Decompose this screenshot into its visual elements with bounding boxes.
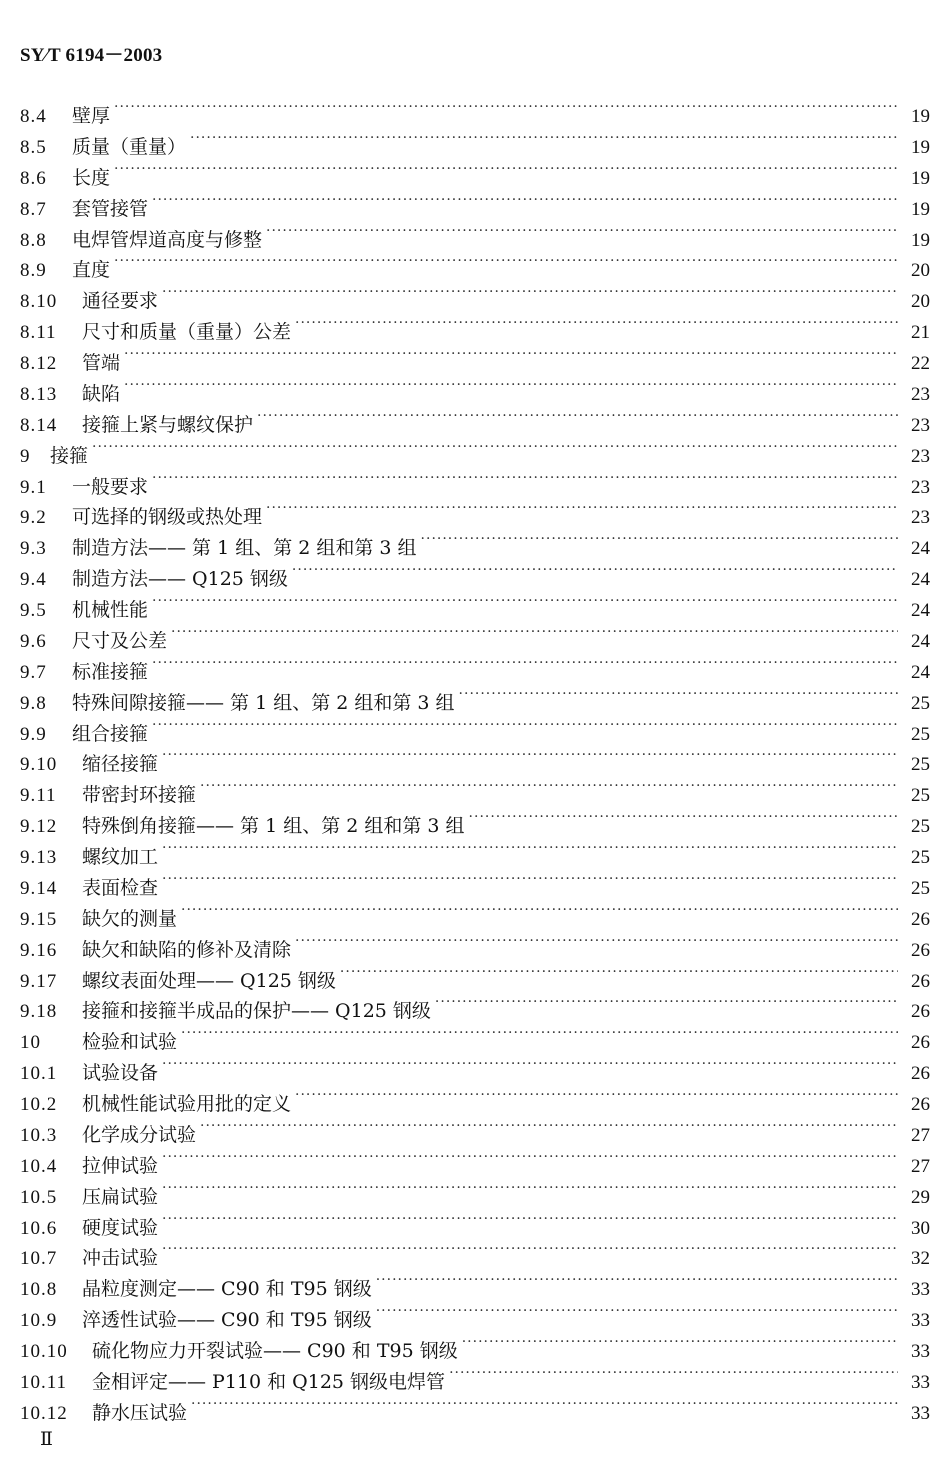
toc-entry-page: 23 <box>911 507 930 529</box>
toc-dot-leader <box>295 308 898 338</box>
toc-dot-leader <box>200 1111 898 1141</box>
toc-entry-title: 硬度试验 <box>82 1216 159 1239</box>
toc-dot-leader <box>124 339 898 369</box>
toc-entry-page: 33 <box>911 1402 930 1424</box>
toc-dot-leader <box>295 1080 898 1110</box>
toc-dot-leader <box>191 1389 898 1419</box>
toc-entry-page: 33 <box>911 1341 930 1362</box>
toc-entry-number: 9.4 <box>20 569 47 591</box>
toc-entry-title: 接箍 <box>50 444 89 467</box>
toc-dot-leader <box>376 1265 898 1295</box>
toc-entry-page: 25 <box>911 723 930 745</box>
toc-dot-leader <box>421 524 898 554</box>
toc-dot-leader <box>257 401 898 431</box>
toc-entry-title: 质量（重量） <box>72 135 187 158</box>
toc-entry[interactable] <box>20 463 930 498</box>
toc-entry-number: 8.12 <box>20 353 58 374</box>
toc-dot-leader <box>435 987 898 1017</box>
toc-entry-page: 24 <box>911 630 930 652</box>
toc-dot-leader <box>162 864 898 894</box>
toc-entry-number: 9.14 <box>20 877 58 899</box>
toc-entry-title: 检验和试验 <box>82 1031 178 1054</box>
toc-entry[interactable] <box>20 339 930 374</box>
toc-entry-page: 29 <box>911 1186 930 1208</box>
toc-dot-leader <box>152 185 898 215</box>
toc-entry-number: 10.7 <box>20 1248 58 1270</box>
toc-entry-title: 淬透性试验—— C90 和 T95 钢级 <box>82 1309 372 1332</box>
toc-entry-number: 8.7 <box>20 198 47 220</box>
toc-entry-number: 10.11 <box>20 1371 68 1393</box>
toc-entry-page: 32 <box>911 1248 930 1270</box>
toc-entry[interactable] <box>20 92 930 127</box>
toc-entry[interactable] <box>20 370 930 405</box>
toc-entry-page: 26 <box>911 939 930 961</box>
toc-entry-title: 压扁试验 <box>82 1185 159 1208</box>
toc-entry-number: 10.3 <box>20 1124 58 1146</box>
toc-entry-number: 10.12 <box>20 1402 68 1424</box>
toc-entry-page: 19 <box>911 229 930 251</box>
toc-entry-page: 26 <box>911 1032 930 1054</box>
toc-entry-number: 9.8 <box>20 692 47 714</box>
toc-entry-number: 8.11 <box>20 322 57 344</box>
table-of-contents <box>20 92 930 1424</box>
toc-entry-page: 26 <box>911 970 930 992</box>
toc-entry-title: 特殊间隙接箍—— 第 1 组、第 2 组和第 3 组 <box>72 691 455 714</box>
toc-dot-leader <box>162 1204 898 1234</box>
toc-dot-leader <box>171 617 898 647</box>
toc-entry-number: 9.15 <box>20 908 58 930</box>
toc-entry-title: 制造方法—— Q125 钢级 <box>72 568 288 591</box>
toc-dot-leader <box>469 802 898 832</box>
toc-dot-leader <box>266 493 898 523</box>
toc-dot-leader <box>152 648 898 678</box>
toc-entry-number: 8.13 <box>20 383 58 405</box>
toc-entry-number: 10.8 <box>20 1279 58 1301</box>
toc-entry-page: 23 <box>911 476 930 498</box>
toc-entry-title: 组合接箍 <box>72 722 149 745</box>
toc-entry-number: 9.11 <box>20 785 57 807</box>
toc-entry-number: 9.9 <box>20 723 47 745</box>
toc-entry-title: 机械性能 <box>72 599 149 621</box>
toc-entry[interactable] <box>20 123 930 158</box>
toc-entry-title: 缺欠和缺陷的修补及清除 <box>82 938 292 961</box>
toc-entry[interactable] <box>20 277 930 313</box>
toc-entry-number: 9.10 <box>20 754 58 776</box>
toc-entry-number: 9.7 <box>20 661 47 683</box>
toc-entry[interactable] <box>20 401 930 436</box>
toc-entry-page: 24 <box>911 538 930 560</box>
toc-entry-page: 33 <box>911 1279 930 1301</box>
toc-entry[interactable] <box>20 740 930 776</box>
toc-entry-number: 8.14 <box>20 414 58 436</box>
toc-entry-page: 25 <box>911 785 930 807</box>
toc-entry-title: 缺欠的测量 <box>82 907 178 930</box>
toc-entry[interactable] <box>20 617 930 652</box>
toc-entry-title: 特殊倒角接箍—— 第 1 组、第 2 组和第 3 组 <box>82 815 465 838</box>
toc-dot-leader <box>124 370 898 400</box>
toc-entry-page: 25 <box>911 754 930 776</box>
toc-dot-leader <box>181 1018 898 1048</box>
toc-entry-page: 19 <box>911 167 930 189</box>
toc-entry-title: 一般要求 <box>72 475 149 498</box>
toc-entry-number: 10.6 <box>20 1217 58 1239</box>
toc-entry-page: 25 <box>911 692 930 714</box>
toc-dot-leader <box>162 833 898 863</box>
toc-entry-title: 化学成分试验 <box>82 1123 197 1146</box>
toc-entry-page: 26 <box>911 1001 930 1023</box>
toc-entry-title: 表面检查 <box>82 876 159 899</box>
page-number-footer: Ⅱ <box>40 1429 53 1450</box>
toc-entry-title: 拉伸试验 <box>82 1154 159 1177</box>
toc-dot-leader <box>266 216 898 246</box>
toc-entry-title: 接箍上紧与螺纹保护 <box>82 413 254 436</box>
toc-dot-leader <box>162 1049 898 1079</box>
toc-entry-page: 20 <box>911 291 930 313</box>
toc-entry-title: 制造方法—— 第 1 组、第 2 组和第 3 组 <box>72 537 417 560</box>
toc-dot-leader <box>162 740 898 770</box>
toc-entry-number: 9.17 <box>20 970 58 992</box>
toc-entry-title: 标准接箍 <box>72 660 149 683</box>
toc-entry-title: 带密封环接箍 <box>82 784 197 807</box>
toc-entry-title: 硫化物应力开裂试验—— C90 和 T95 钢级 <box>92 1340 458 1362</box>
toc-dot-leader <box>200 771 898 801</box>
toc-entry-page: 33 <box>911 1310 930 1332</box>
toc-entry[interactable] <box>20 648 930 683</box>
toc-dot-leader <box>92 432 898 462</box>
toc-entry-number: 10.4 <box>20 1155 58 1177</box>
toc-entry-page: 24 <box>911 569 930 591</box>
toc-entry-title: 静水压试验 <box>92 1401 188 1424</box>
toc-entry-page: 25 <box>911 877 930 899</box>
toc-dot-leader <box>449 1358 898 1388</box>
toc-entry-number: 10.1 <box>20 1063 58 1085</box>
toc-dot-leader <box>114 246 898 276</box>
toc-entry[interactable] <box>20 432 930 467</box>
toc-entry-number: 8.5 <box>20 136 47 158</box>
toc-entry-title: 冲击试验 <box>82 1247 159 1270</box>
toc-entry[interactable] <box>20 216 930 251</box>
toc-entry-title: 螺纹加工 <box>82 846 159 868</box>
toc-entry-page: 33 <box>911 1371 930 1393</box>
toc-entry-number: 9.12 <box>20 816 58 838</box>
toc-entry-page: 19 <box>911 198 930 220</box>
toc-entry-number: 10.2 <box>20 1094 58 1115</box>
toc-entry-title: 机械性能试验用批的定义 <box>82 1093 292 1115</box>
toc-entry-page: 26 <box>911 1063 930 1085</box>
toc-entry-title: 缺陷 <box>82 382 121 405</box>
toc-entry-title: 接箍和接箍半成品的保护—— Q125 钢级 <box>82 1000 431 1023</box>
toc-entry-number: 8.4 <box>20 106 47 127</box>
toc-entry[interactable] <box>20 185 930 220</box>
toc-entry-title: 直度 <box>72 259 111 282</box>
toc-entry-number: 8.6 <box>20 167 47 189</box>
toc-entry-number: 8.10 <box>20 291 58 313</box>
document-code-header: SY∕T 6194－2003 <box>20 45 163 66</box>
toc-entry-page: 27 <box>911 1155 930 1177</box>
toc-entry-title: 金相评定—— P110 和 Q125 钢级电焊管 <box>92 1370 446 1393</box>
toc-entry-number: 9 <box>20 445 31 467</box>
toc-entry-page: 25 <box>911 847 930 868</box>
toc-entry-page: 20 <box>911 260 930 282</box>
toc-entry-title: 尺寸及公差 <box>72 629 168 652</box>
toc-dot-leader <box>459 679 898 709</box>
toc-entry-page: 23 <box>911 414 930 436</box>
toc-entry-page: 22 <box>911 353 930 374</box>
toc-dot-leader <box>162 1234 898 1264</box>
toc-entry-page: 24 <box>911 661 930 683</box>
toc-entry[interactable] <box>20 710 930 745</box>
toc-entry[interactable] <box>20 493 930 529</box>
toc-entry-title: 可选择的钢级或热处理 <box>72 506 263 529</box>
toc-entry-title: 电焊管焊道高度与修整 <box>72 228 263 251</box>
toc-entry-number: 9.3 <box>20 538 47 560</box>
toc-dot-leader <box>190 123 898 153</box>
toc-entry-title: 缩径接箍 <box>82 753 159 776</box>
toc-entry-title: 壁厚 <box>72 105 111 127</box>
toc-entry-page: 26 <box>911 908 930 930</box>
toc-entry-title: 试验设备 <box>82 1062 159 1085</box>
toc-entry-number: 8.9 <box>20 260 47 282</box>
toc-dot-leader <box>114 92 898 122</box>
toc-entry-title: 尺寸和质量（重量）公差 <box>82 321 292 344</box>
toc-dot-leader <box>152 586 898 616</box>
toc-entry-page: 19 <box>911 106 930 127</box>
toc-entry-number: 9.1 <box>20 476 47 498</box>
toc-entry-page: 21 <box>911 322 930 344</box>
toc-entry-title: 通径要求 <box>82 290 159 313</box>
toc-entry-number: 9.16 <box>20 939 58 961</box>
toc-entry-title: 螺纹表面处理—— Q125 钢级 <box>82 969 336 992</box>
toc-entry[interactable] <box>20 154 930 189</box>
toc-dot-leader <box>152 710 898 740</box>
toc-entry-title: 管端 <box>82 352 121 374</box>
toc-dot-leader <box>295 926 898 956</box>
toc-entry-number: 10.5 <box>20 1186 58 1208</box>
toc-dot-leader <box>162 1173 898 1203</box>
toc-entry-title: 长度 <box>72 166 111 189</box>
toc-entry-number: 10.9 <box>20 1310 58 1332</box>
toc-entry-page: 24 <box>911 600 930 621</box>
toc-dot-leader <box>340 957 898 987</box>
toc-entry-number: 9.13 <box>20 847 58 868</box>
toc-entry-page: 23 <box>911 383 930 405</box>
toc-entry-page: 27 <box>911 1124 930 1146</box>
toc-entry-number: 8.8 <box>20 229 47 251</box>
toc-entry[interactable] <box>20 586 930 621</box>
toc-entry-number: 10 <box>20 1032 41 1054</box>
toc-entry-number: 9.18 <box>20 1001 58 1023</box>
toc-entry-page: 19 <box>911 136 930 158</box>
toc-dot-leader <box>462 1327 898 1357</box>
toc-entry-number: 9.6 <box>20 630 47 652</box>
toc-dot-leader <box>152 463 898 493</box>
toc-entry-title: 晶粒度测定—— C90 和 T95 钢级 <box>82 1278 372 1301</box>
toc-entry-page: 23 <box>911 445 930 467</box>
toc-dot-leader <box>114 154 898 184</box>
toc-entry-number: 10.10 <box>20 1341 68 1362</box>
toc-entry-page: 30 <box>911 1217 930 1239</box>
toc-dot-leader <box>376 1296 898 1326</box>
toc-entry-number: 9.2 <box>20 507 47 529</box>
toc-dot-leader <box>181 895 898 925</box>
toc-entry-title: 套管接管 <box>72 197 149 220</box>
toc-entry-page: 25 <box>911 816 930 838</box>
toc-dot-leader <box>162 1142 898 1172</box>
toc-dot-leader <box>292 555 898 585</box>
toc-entry-number: 9.5 <box>20 600 47 621</box>
toc-entry[interactable] <box>20 679 930 714</box>
toc-dot-leader <box>162 277 898 307</box>
toc-entry-page: 26 <box>911 1094 930 1115</box>
toc-entry[interactable] <box>20 246 930 282</box>
